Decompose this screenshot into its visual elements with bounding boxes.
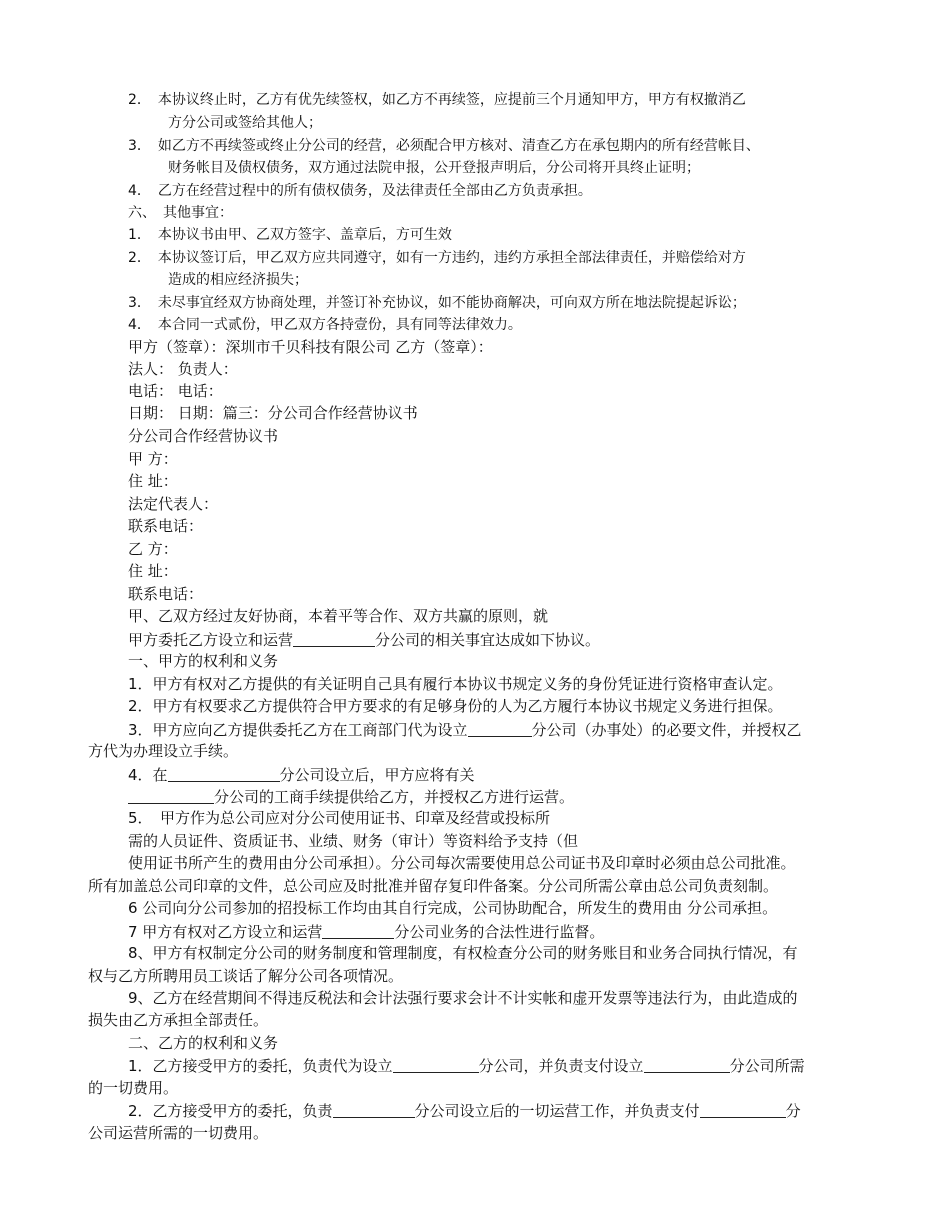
clause-line: 使用证书所产生的费用由分公司承担）。分公司每次需要使用总公司证书及印章时必须由总公司批准。 xyxy=(128,854,796,872)
clause-line: 4． 本合同一式贰份，甲乙双方各持壹份，具有同等法律效力。 xyxy=(128,317,522,333)
clause-line: 方分公司或签给其他人； xyxy=(168,115,322,131)
clause-line: 3． 未尽事宜经双方协商处理，并签订补充协议，如不能协商解决，可向双方所在地法院提起诉讼； xyxy=(128,295,746,311)
party-field: 住 址： xyxy=(128,472,178,490)
clause-line: 8、甲方有权制定分公司的财务制度和管理制度，有权检查分公司的财务账目和业务合同执行情况，有 xyxy=(128,944,798,962)
clause-line: 5． 甲方作为总公司应对分公司使用证书、印章及经营或投标所 xyxy=(128,809,551,827)
section-heading: 二、乙方的权利和义务 xyxy=(128,1034,279,1052)
clause-line: 造成的相应经济损失； xyxy=(168,272,308,288)
fill-blank xyxy=(468,722,532,737)
party-field: 联系电话： xyxy=(128,585,204,603)
party-field: 住 址： xyxy=(128,562,178,580)
clause-line: 方代为办理设立手续。 xyxy=(88,742,239,760)
signature-line: 法人： 负责人： xyxy=(128,360,238,378)
party-field: 甲 方： xyxy=(128,450,178,468)
clause-line: 所有加盖总公司印章的文件，总公司应及时批准并留存复印件备案。分公司所需公章由总公司负责刻制。 xyxy=(88,877,779,895)
clause-line: 2． 本协议终止时，乙方有优先续签权，如乙方不再续签，应提前三个月通知甲方，甲方有权撤消乙 xyxy=(128,92,746,108)
fill-blank xyxy=(644,1058,730,1073)
clause-line: 损失由乙方承担全部责任。 xyxy=(88,1011,269,1029)
clause-line: 4．在 分公司设立后，甲方应将有关 xyxy=(128,766,475,784)
clause-line: 1．乙方接受甲方的委托，负责代为设立 分公司，并负责支付设立 分公司所需 xyxy=(128,1057,805,1075)
clause-line: 公司运营所需的一切费用。 xyxy=(88,1124,269,1142)
fill-blank xyxy=(700,1103,786,1118)
clause-line: 财务帐目及债权债务，双方通过法院申报，公开登报声明后，分公司将开具终止证明； xyxy=(168,160,700,176)
clause-line: 权与乙方所聘用员工谈话了解分公司各项情况。 xyxy=(88,967,404,985)
clause-line: 6 公司向分公司参加的招投标工作均由其自行完成，公司协助配合，所发生的费用由 分公司承担。 xyxy=(128,899,778,917)
clause-line: 1．甲方有权对乙方提供的有关证明自己具有履行本协议书规定义务的身份凭证进行资格审查认定。 xyxy=(128,675,783,693)
clause-line: 7 甲方有权对乙方设立和运营 分公司业务的合法性进行监督。 xyxy=(128,923,605,941)
fill-blank xyxy=(333,1103,415,1118)
fill-blank xyxy=(128,789,214,804)
party-field: 乙 方： xyxy=(128,540,178,558)
clause-line: 1． 本协议书由甲、乙双方签字、盖章后，方可生效 xyxy=(128,227,452,243)
fill-blank xyxy=(168,767,280,782)
clause-line: 9、乙方在经营期间不得违反税法和会计法强行要求会计不计实帐和虚开发票等违法行为，由此造成的 xyxy=(128,989,798,1007)
clause-line: 2．甲方有权要求乙方提供符合甲方要求的有足够身份的人为乙方履行本协议书规定义务进行担保。 xyxy=(128,697,783,715)
clause-line: 的一切费用。 xyxy=(88,1079,179,1097)
clause-line: 3． 如乙方不再续签或终止分公司的经营，必须配合甲方核对、清查乙方在承包期内的所有经营帐目、 xyxy=(128,138,760,154)
body-line: 甲、乙双方经过友好协商，本着平等合作、双方共赢的原则，就 xyxy=(128,607,549,625)
section-heading: 六、 其他事宜： xyxy=(128,205,233,221)
clause-line: 2．乙方接受甲方的委托，负责 分公司设立后的一切运营工作，并负责支付 分 xyxy=(128,1102,801,1120)
party-field: 联系电话： xyxy=(128,517,204,535)
fill-blank xyxy=(293,632,375,647)
clause-line: 分公司的工商手续提供给乙方，并授权乙方进行运营。 xyxy=(128,789,574,805)
party-field: 法定代表人： xyxy=(128,495,219,513)
document-title: 分公司合作经营协议书 xyxy=(128,427,279,445)
clause-line: 4． 乙方在经营过程中的所有债权债务，及法律责任全部由乙方负责承担。 xyxy=(128,183,592,199)
signature-line: 日期： 日期：篇三：分公司合作经营协议书 xyxy=(128,404,418,422)
body-line: 甲方委托乙方设立和运营 分公司的相关事宜达成如下协议。 xyxy=(128,631,601,649)
clause-line: 2． 本协议签订后，甲乙双方应共同遵守，如有一方违约，违约方承担全部法律责任，并赔偿给对方 xyxy=(128,250,746,266)
fill-blank xyxy=(322,924,394,939)
clause-line: 需的人员证件、资质证书、业绩、财务（审计）等资料给予支持（但 xyxy=(128,832,579,850)
signature-line: 甲方（签章）：深圳市千贝科技有限公司 乙方（签章）： xyxy=(128,338,493,356)
section-heading: 一、甲方的权利和义务 xyxy=(128,652,279,670)
signature-line: 电话： 电话： xyxy=(128,382,223,400)
clause-line: 3．甲方应向乙方提供委托乙方在工商部门代为设立 分公司（办事处）的必要文件，并授权乙 xyxy=(128,721,802,739)
fill-blank xyxy=(393,1058,479,1073)
